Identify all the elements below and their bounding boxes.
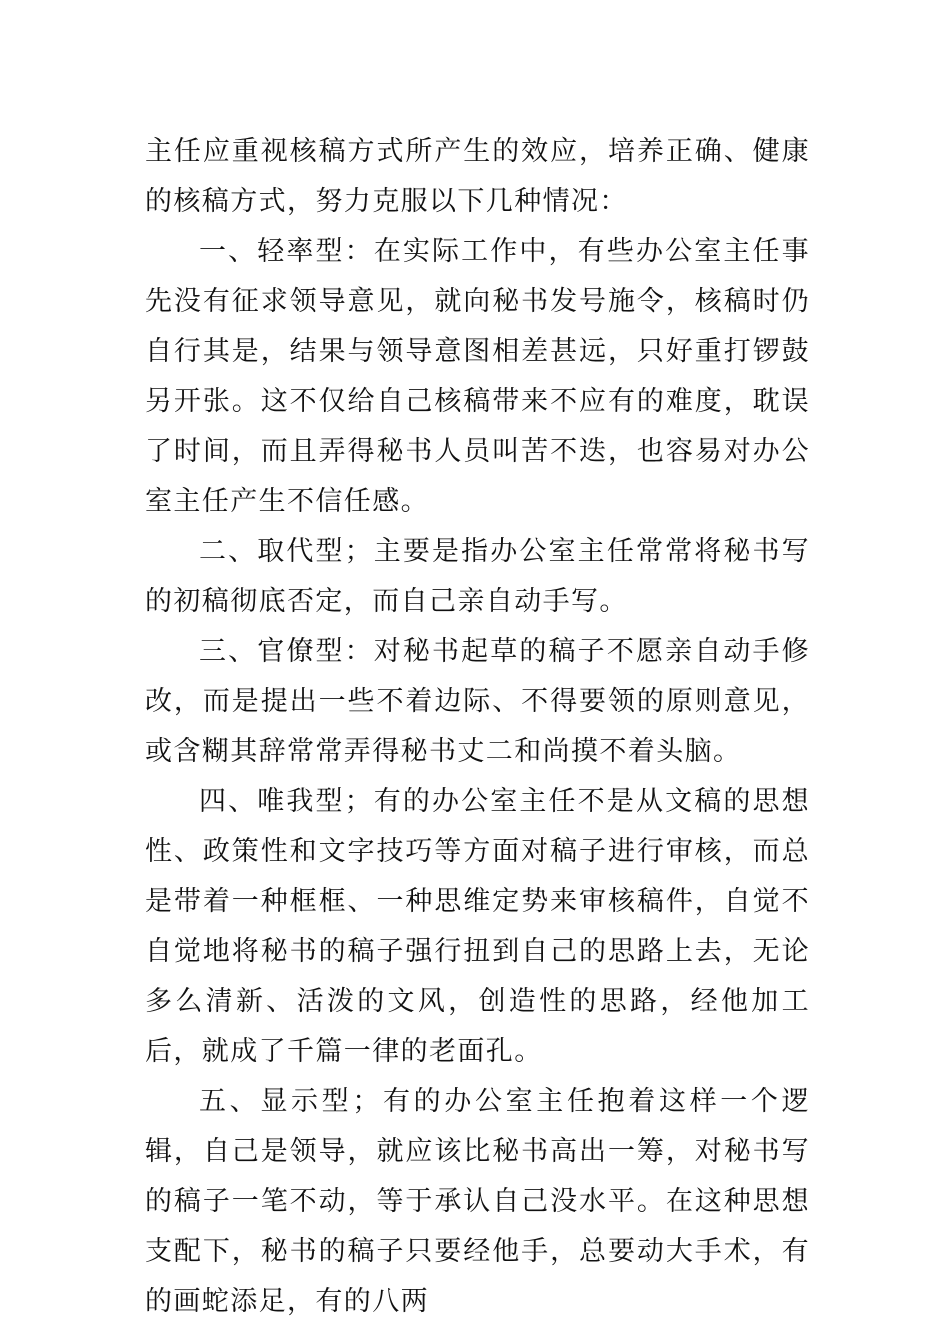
- paragraph-intro-continuation: 主任应重视核稿方式所产生的效应，培养正确、健康的核稿方式，努力克服以下几种情况：: [145, 136, 810, 217]
- paragraph-type-showoff: 五、显示型；有的办公室主任抱着这样一个逻辑，自己是领导，就应该比秘书高出一筹，对秘书写的稿子一笔不动，等于承认自己没水平。在这种思想支配下，秘书的稿子只要经他手，总要动大手术，有的画蛇添足，有的八两: [145, 1086, 810, 1317]
- paragraph-type-bureaucratic: 三、官僚型：对秘书起草的稿子不愿亲自动手修改，而是提出一些不着边际、不得要领的原则意见，或含糊其辞常常弄得秘书丈二和尚摸不着头脑。: [145, 636, 810, 767]
- paragraph-type-replace: 二、取代型；主要是指办公室主任常常将秘书写的初稿彻底否定，而自己亲自动手写。: [145, 536, 810, 617]
- paragraph-type-rash: 一、轻率型：在实际工作中，有些办公室主任事先没有征求领导意见，就向秘书发号施令，核稿时仍自行其是，结果与领导意图相差甚远，只好重打锣鼓另开张。这不仅给自己核稿带来不应有的难度，耽误了时间，而且弄得秘书人员叫苦不迭，也容易对办公室主任产生不信任感。: [145, 236, 810, 517]
- paragraph-type-egocentric: 四、唯我型；有的办公室主任不是从文稿的思想性、政策性和文字技巧等方面对稿子进行审核，而总是带着一种框框、一种思维定势来审核稿件，自觉不自觉地将秘书的稿子强行扭到自己的思路上去，无论多么清新、活泼的文风，创造性的思路，经他加工后，就成了千篇一律的老面孔。: [145, 786, 810, 1067]
- document-body: [145, 127, 810, 1327]
